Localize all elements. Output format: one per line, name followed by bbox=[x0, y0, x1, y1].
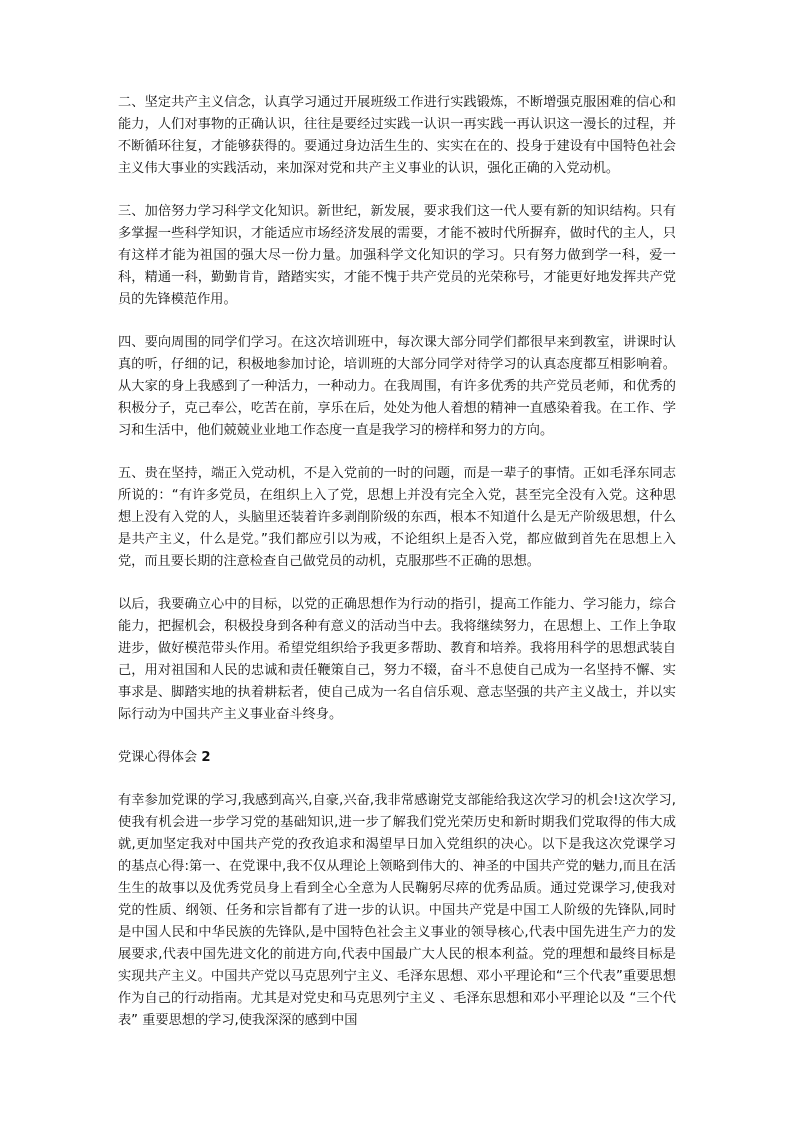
section-heading-text: 党课心得体会 bbox=[118, 750, 198, 765]
paragraph-conclusion: 以后，我要确立心中的目标，以党的正确思想作为行动的指引，提高工作能力、学习能力，综合能力，把握机会，积极投身到各种有意义的活动当中去。我将继续努力，在思想上、工作上争取进步，做好模范带头作用。希望党组织给予我更多帮助、教育和培养。我将用科学的思想武装自己，用对祖国和人民的忠诚和责任鞭策自己，努力不辍，奋斗不息使自己成为一名坚持不懈、实事求是、脚踏实地的执着耕耘者，使自己成为一名自信乐观、意志坚强的共产主义战士，并以实际行动为中国共产主义事业奋斗终身。 bbox=[118, 597, 676, 722]
document-page bbox=[118, 92, 676, 1053]
paragraph-5: 五、贵在坚持，端正入党动机，不是入党前的一时的问题，而是一辈子的事情。正如毛泽东同志所说的：“有许多党员，在组织上入了党，思想上并没有完全入党，甚至完全没有入党。这种思想上没有入党的人，头脑里还装着许多剥削阶级的东西，根本不知道什么是无产阶级思想，什么是共产主义，什么是党。”我们都应引以为戒，不论组织上是否入党，都应做到首先在思想上入党，而且要长期的注意检查自己做党员的动机，克服那些不正确的思想。 bbox=[118, 466, 676, 569]
paragraph-2: 二、坚定共产主义信念，认真学习通过开展班级工作进行实践锻炼，不断增强克服困难的信心和能力，人们对事物的正确认识，往往是要经过实践一认识一再实践一再认识这一漫长的过程，并不断循环往复，才能够获得的。要通过身边活生生的、实实在在的、投身于建设有中国特色社会主义伟大事业的实践活动，来加深对党和共产主义事业的认识，强化正确的入党动机。 bbox=[118, 95, 676, 176]
paragraph-4: 四、要向周围的同学们学习。在这次培训班中，每次课大部分同学们都很早来到教室，讲课时认真的听，仔细的记，积极地参加讨论，培训班的大部分同学对待学习的认真态度都互相影响着。从大家的身上我感到了一种活力，一种动力。在我周围，有许多优秀的共产党员老师，和优秀的积极分子，克己奉公，吃苦在前，享乐在后，处处为他人着想的精神一直感染着我。在工作、学习和生活中，他们兢兢业业地工作态度一直是我学习的榜样和努力的方向。 bbox=[118, 335, 676, 438]
paragraph-3: 三、加倍努力学习科学文化知识。新世纪，新发展，要求我们这一代人要有新的知识结构。只有多掌握一些科学知识，才能适应市场经济发展的需要，才能不被时代所摒弃，做时代的主人，只有这样才能为祖国的强大尽一份力量。加强科学文化知识的学习。只有努力做到学一科，爱一科，精通一科，勤勤肯肯，踏踏实实，才能不愧于共产党员的光荣称号，才能更好地发挥共产党员的先锋模范作用。 bbox=[118, 204, 676, 307]
section-heading bbox=[118, 747, 676, 769]
section-heading-number: 2 bbox=[201, 750, 211, 765]
paragraph-section2: 有幸参加党课的学习,我感到高兴,自豪,兴奋,我非常感谢党支部能给我这次学习的机会!这次学习,使我有机会进一步学习党的基础知识,进一步了解我们党光荣历史和新时期我们党取得的伟大成就,更加坚定我对中国共产党的孜孜追求和渴望早日加入党组织的决心。以下是我这次党课学习的基点心得:第一、在党课中,我不仅从理论上领略到伟大的、神圣的中国共产党的魅力,而且在活生生的故事以及优秀党员身上看到全心全意为人民鞠躬尽瘁的优秀品质。通过党课学习,使我对党的性质、纲领、任务和宗旨都有了进一步的认识。中国共产党是中国工人阶级的先锋队,同时是中国人民和中华民族的先锋队,是中国特色社会主义事业的领导核心,代表中国先进生产力的发展要求,代表中国先进文化的前进方向,代表中国最广大人民的根本利益。党的理想和最终目标是实现共产主义。中国共产党以马克思列宁主义、毛泽东思想、邓小平理论和“三个代表”重要思想作为自己的行动指南。尤其是对党史和马克思列宁主义 、毛泽东思想和邓小平理论以及 “三个代表” 重要思想的学习,使我深深的感到中国 bbox=[118, 793, 676, 1028]
